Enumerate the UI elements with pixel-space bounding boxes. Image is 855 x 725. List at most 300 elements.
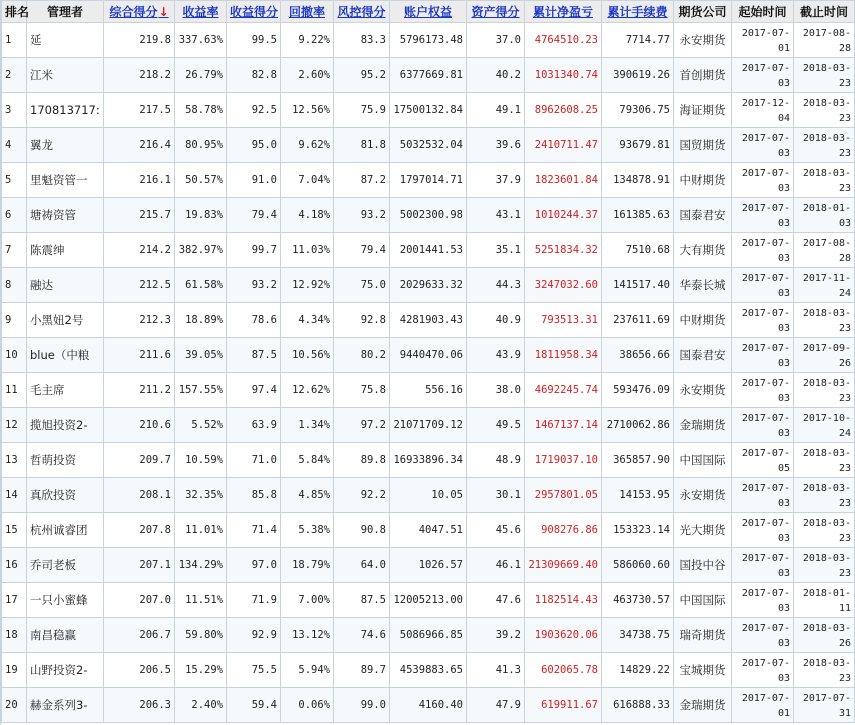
table-row: [2, 443, 855, 478]
table-cell-return-score: 97.0: [227, 548, 281, 583]
table-cell-equity: 5002300.98: [390, 198, 467, 233]
table-cell-drawdown: 5.38%: [281, 513, 334, 548]
table-cell-net-profit: 1010244.37: [525, 198, 602, 233]
table-cell-broker: 国泰君安: [674, 198, 732, 233]
table-cell-start-time: 2017-07-03: [732, 408, 794, 443]
table-cell-asset-score: 49.5: [467, 408, 525, 443]
header-total-score-label: 综合得分: [109, 5, 158, 19]
table-row: [2, 233, 855, 268]
table-cell-equity: 556.16: [390, 373, 467, 408]
table-cell-manager: 一只小蜜蜂: [27, 583, 104, 618]
table-cell-return-rate: 26.79%: [175, 58, 227, 93]
table-cell-return-rate: 32.35%: [175, 478, 227, 513]
table-cell-fees: 79306.75: [602, 93, 674, 128]
table-cell-end-time: 2017-08-28: [794, 233, 855, 268]
table-cell-rank: 19: [2, 653, 27, 688]
table-cell-fees: 593476.09: [602, 373, 674, 408]
table-cell-return-score: 99.7: [227, 233, 281, 268]
table-cell-drawdown: 1.34%: [281, 408, 334, 443]
table-cell-end-time: 2018-03-23: [794, 163, 855, 198]
table-cell-rank: 11: [2, 373, 27, 408]
table-cell-net-profit: 602065.78: [525, 653, 602, 688]
table-cell-broker: 永安期货: [674, 478, 732, 513]
table-cell-equity: 4160.40: [390, 688, 467, 723]
table-row: [2, 58, 855, 93]
table-cell-asset-score: 43.9: [467, 338, 525, 373]
table-cell-fees: 390619.26: [602, 58, 674, 93]
table-cell-equity: 12005213.00: [390, 583, 467, 618]
table-cell-end-time: 2018-01-11: [794, 583, 855, 618]
table-row: [2, 23, 855, 58]
table-cell-total-score: 211.2: [104, 373, 175, 408]
table-cell-end-time: 2017-07-31: [794, 688, 855, 723]
table-cell-manager: 揽旭投资2-: [27, 408, 104, 443]
table-cell-broker: 中国国际: [674, 443, 732, 478]
table-cell-asset-score: 40.9: [467, 303, 525, 338]
table-cell-manager: 翼龙: [27, 128, 104, 163]
table-cell-total-score: 208.1: [104, 478, 175, 513]
table-row: [2, 688, 855, 723]
table-cell-return-score: 91.0: [227, 163, 281, 198]
table-cell-broker: 永安期货: [674, 373, 732, 408]
table-cell-rank: 4: [2, 128, 27, 163]
table-cell-risk-score: 95.2: [334, 58, 390, 93]
table-cell-risk-score: 83.3: [334, 23, 390, 58]
table-cell-total-score: 212.5: [104, 268, 175, 303]
table-cell-fees: 93679.81: [602, 128, 674, 163]
table-cell-fees: 153323.14: [602, 513, 674, 548]
table-cell-start-time: 2017-07-03: [732, 653, 794, 688]
table-cell-risk-score: 87.5: [334, 583, 390, 618]
table-cell-start-time: 2017-07-03: [732, 128, 794, 163]
table-cell-return-rate: 5.52%: [175, 408, 227, 443]
table-cell-return-score: 59.4: [227, 688, 281, 723]
table-cell-broker: 海证期货: [674, 93, 732, 128]
table-cell-risk-score: 81.8: [334, 128, 390, 163]
table-cell-risk-score: 87.2: [334, 163, 390, 198]
table-cell-return-score: 71.4: [227, 513, 281, 548]
table-cell-end-time: 2018-03-23: [794, 548, 855, 583]
table-cell-end-time: 2017-10-24: [794, 408, 855, 443]
table-cell-asset-score: 45.6: [467, 513, 525, 548]
table-cell-start-time: 2017-07-03: [732, 163, 794, 198]
table-cell-net-profit: 1031340.74: [525, 58, 602, 93]
table-cell-return-rate: 15.29%: [175, 653, 227, 688]
table-cell-return-rate: 337.63%: [175, 23, 227, 58]
table-cell-drawdown: 0.06%: [281, 688, 334, 723]
table-cell-equity: 4539883.65: [390, 653, 467, 688]
table-cell-total-score: 206.5: [104, 653, 175, 688]
arrow-down-icon: ↓: [158, 5, 169, 19]
table-cell-total-score: 216.1: [104, 163, 175, 198]
table-cell-start-time: 2017-07-03: [732, 58, 794, 93]
table-cell-return-rate: 2.40%: [175, 688, 227, 723]
table-cell-manager: blue（中粮: [27, 338, 104, 373]
table-cell-drawdown: 5.94%: [281, 653, 334, 688]
table-row: [2, 618, 855, 653]
table-cell-return-score: 87.5: [227, 338, 281, 373]
table-row: [2, 373, 855, 408]
table-cell-net-profit: 21309669.40: [525, 548, 602, 583]
table-cell-drawdown: 7.04%: [281, 163, 334, 198]
table-cell-drawdown: 12.56%: [281, 93, 334, 128]
table-cell-end-time: 2018-03-23: [794, 373, 855, 408]
table-cell-asset-score: 30.1: [467, 478, 525, 513]
table-cell-fees: 34738.75: [602, 618, 674, 653]
table-cell-net-profit: 5251834.32: [525, 233, 602, 268]
table-cell-drawdown: 7.00%: [281, 583, 334, 618]
table-cell-equity: 2001441.53: [390, 233, 467, 268]
table-cell-rank: 10: [2, 338, 27, 373]
table-cell-return-score: 99.5: [227, 23, 281, 58]
table-cell-return-rate: 10.59%: [175, 443, 227, 478]
table-cell-risk-score: 89.8: [334, 443, 390, 478]
table-cell-fees: 365857.90: [602, 443, 674, 478]
table-cell-total-score: 211.6: [104, 338, 175, 373]
table-cell-equity: 21071709.12: [390, 408, 467, 443]
table-cell-manager: 融达: [27, 268, 104, 303]
table-cell-net-profit: 1719037.10: [525, 443, 602, 478]
header-manager: 管理者: [27, 1, 104, 23]
table-cell-fees: 161385.63: [602, 198, 674, 233]
header-risk-score[interactable]: 风控得分: [334, 1, 390, 23]
table-cell-end-time: 2017-08-28: [794, 23, 855, 58]
table-cell-net-profit: 8962608.25: [525, 93, 602, 128]
table-cell-total-score: 218.2: [104, 58, 175, 93]
table-cell-broker: 国贸期货: [674, 128, 732, 163]
table-cell-return-score: 93.2: [227, 268, 281, 303]
table-cell-equity: 17500132.84: [390, 93, 467, 128]
table-cell-fees: 14829.22: [602, 653, 674, 688]
header-return-score[interactable]: 收益得分: [227, 1, 281, 23]
table-cell-broker: 金瑞期货: [674, 688, 732, 723]
table-cell-net-profit: 1823601.84: [525, 163, 602, 198]
table-cell-manager: 真欣投资: [27, 478, 104, 513]
table-cell-return-rate: 19.83%: [175, 198, 227, 233]
table-cell-return-score: 71.9: [227, 583, 281, 618]
table-cell-risk-score: 92.8: [334, 303, 390, 338]
table-cell-manager: 170813717:: [27, 93, 104, 128]
table-cell-equity: 9440470.06: [390, 338, 467, 373]
table-cell-end-time: 2017-09-26: [794, 338, 855, 373]
header-fees[interactable]: 累计手续费: [602, 1, 674, 23]
table-cell-broker: 中财期货: [674, 163, 732, 198]
table-cell-manager: 乔司老板: [27, 548, 104, 583]
table-cell-manager: 陈震绅: [27, 233, 104, 268]
table-row: [2, 408, 855, 443]
table-cell-net-profit: 1903620.06: [525, 618, 602, 653]
table-cell-total-score: 206.7: [104, 618, 175, 653]
table-cell-drawdown: 12.92%: [281, 268, 334, 303]
table-cell-end-time: 2017-11-24: [794, 268, 855, 303]
table-cell-net-profit: 4764510.23: [525, 23, 602, 58]
table-cell-asset-score: 39.2: [467, 618, 525, 653]
table-cell-start-time: 2017-07-01: [732, 23, 794, 58]
table-cell-rank: 5: [2, 163, 27, 198]
table-cell-manager: 南昌稳赢: [27, 618, 104, 653]
table-cell-start-time: 2017-07-05: [732, 443, 794, 478]
table-cell-end-time: 2018-03-23: [794, 653, 855, 688]
table-cell-risk-score: 99.0: [334, 688, 390, 723]
table-cell-manager: 山野投资2-: [27, 653, 104, 688]
table-cell-net-profit: 908276.86: [525, 513, 602, 548]
table-cell-fees: 586060.60: [602, 548, 674, 583]
table-cell-manager: 小黑妞2号: [27, 303, 104, 338]
table-cell-equity: 5796173.48: [390, 23, 467, 58]
header-net-profit[interactable]: 累计净盈亏: [525, 1, 602, 23]
table-cell-drawdown: 12.62%: [281, 373, 334, 408]
table-cell-broker: 华泰长城: [674, 268, 732, 303]
table-cell-risk-score: 64.0: [334, 548, 390, 583]
table-cell-asset-score: 37.0: [467, 23, 525, 58]
table-cell-total-score: 217.5: [104, 93, 175, 128]
table-cell-total-score: 210.6: [104, 408, 175, 443]
table-cell-asset-score: 46.1: [467, 548, 525, 583]
table-cell-rank: 18: [2, 618, 27, 653]
table-cell-start-time: 2017-07-03: [732, 198, 794, 233]
table-cell-return-score: 85.8: [227, 478, 281, 513]
header-drawdown[interactable]: 回撤率: [281, 1, 334, 23]
table-cell-fees: 463730.57: [602, 583, 674, 618]
table-cell-risk-score: 90.8: [334, 513, 390, 548]
table-cell-total-score: 215.7: [104, 198, 175, 233]
table-cell-return-score: 92.5: [227, 93, 281, 128]
table-cell-broker: 国泰君安: [674, 338, 732, 373]
table-row: [2, 268, 855, 303]
table-cell-drawdown: 11.03%: [281, 233, 334, 268]
table-row: [2, 653, 855, 688]
table-cell-net-profit: 1811958.34: [525, 338, 602, 373]
table-cell-fees: 2710062.86: [602, 408, 674, 443]
table-cell-manager: 延: [27, 23, 104, 58]
table-cell-total-score: 209.7: [104, 443, 175, 478]
table-cell-broker: 中财期货: [674, 303, 732, 338]
table-cell-rank: 9: [2, 303, 27, 338]
table-cell-drawdown: 13.12%: [281, 618, 334, 653]
table-cell-return-rate: 134.29%: [175, 548, 227, 583]
table-cell-return-score: 92.9: [227, 618, 281, 653]
table-row: [2, 478, 855, 513]
table-cell-net-profit: 3247032.60: [525, 268, 602, 303]
table-cell-equity: 4047.51: [390, 513, 467, 548]
table-cell-start-time: 2017-12-04: [732, 93, 794, 128]
table-cell-end-time: 2018-03-26: [794, 618, 855, 653]
table-cell-broker: 金瑞期货: [674, 408, 732, 443]
table-cell-rank: 12: [2, 408, 27, 443]
table-cell-end-time: 2018-03-23: [794, 58, 855, 93]
table-cell-equity: 16933896.34: [390, 443, 467, 478]
table-cell-risk-score: 79.4: [334, 233, 390, 268]
header-asset-score[interactable]: 资产得分: [467, 1, 525, 23]
table-cell-return-score: 95.0: [227, 128, 281, 163]
table-cell-net-profit: 1182514.43: [525, 583, 602, 618]
table-cell-rank: 17: [2, 583, 27, 618]
table-cell-fees: 237611.69: [602, 303, 674, 338]
table-cell-broker: 中国国际: [674, 583, 732, 618]
table-cell-asset-score: 48.9: [467, 443, 525, 478]
table-cell-return-rate: 39.05%: [175, 338, 227, 373]
table-cell-return-rate: 157.55%: [175, 373, 227, 408]
table-cell-net-profit: 4692245.74: [525, 373, 602, 408]
table-cell-asset-score: 35.1: [467, 233, 525, 268]
table-cell-drawdown: 5.84%: [281, 443, 334, 478]
table-cell-risk-score: 89.7: [334, 653, 390, 688]
table-cell-start-time: 2017-07-03: [732, 583, 794, 618]
table-cell-total-score: 206.3: [104, 688, 175, 723]
table-cell-rank: 6: [2, 198, 27, 233]
table-cell-fees: 14153.95: [602, 478, 674, 513]
table-cell-manager: 里魁资管一: [27, 163, 104, 198]
header-broker: 期货公司: [674, 1, 732, 23]
header-total-score[interactable]: [104, 1, 175, 23]
table-cell-risk-score: 80.2: [334, 338, 390, 373]
table-cell-return-score: 71.0: [227, 443, 281, 478]
table-cell-fees: 616888.33: [602, 688, 674, 723]
table-cell-asset-score: 39.6: [467, 128, 525, 163]
table-cell-fees: 7510.68: [602, 233, 674, 268]
table-cell-start-time: 2017-07-03: [732, 513, 794, 548]
table-cell-asset-score: 41.3: [467, 653, 525, 688]
table-cell-equity: 4281903.43: [390, 303, 467, 338]
table-cell-risk-score: 75.8: [334, 373, 390, 408]
table-cell-start-time: 2017-07-01: [732, 688, 794, 723]
table-cell-total-score: 216.4: [104, 128, 175, 163]
table-cell-risk-score: 74.6: [334, 618, 390, 653]
table-cell-return-score: 75.5: [227, 653, 281, 688]
table-cell-return-score: 82.8: [227, 58, 281, 93]
table-cell-start-time: 2017-07-03: [732, 478, 794, 513]
table-cell-broker: 瑞奇期货: [674, 618, 732, 653]
table-cell-total-score: 207.8: [104, 513, 175, 548]
table-cell-total-score: 212.3: [104, 303, 175, 338]
table-cell-drawdown: 4.34%: [281, 303, 334, 338]
table-cell-equity: 2029633.32: [390, 268, 467, 303]
table-cell-total-score: 214.2: [104, 233, 175, 268]
table-cell-broker: 大有期货: [674, 233, 732, 268]
table-cell-return-rate: 50.57%: [175, 163, 227, 198]
table-cell-end-time: 2018-03-23: [794, 443, 855, 478]
table-cell-rank: 7: [2, 233, 27, 268]
header-equity[interactable]: 账户权益: [390, 1, 467, 23]
table-cell-fees: 134878.91: [602, 163, 674, 198]
table-cell-fees: 7714.77: [602, 23, 674, 58]
table-cell-rank: 13: [2, 443, 27, 478]
table-cell-manager: 哲萌投资: [27, 443, 104, 478]
table-cell-end-time: 2018-03-23: [794, 93, 855, 128]
header-return-rate[interactable]: 收益率: [175, 1, 227, 23]
table-body: [2, 23, 855, 723]
table-row: [2, 198, 855, 233]
table-cell-rank: 15: [2, 513, 27, 548]
table-cell-manager: 塘祷资管: [27, 198, 104, 233]
table-cell-manager: 杭州诚睿团: [27, 513, 104, 548]
table-cell-net-profit: 793513.31: [525, 303, 602, 338]
table-cell-rank: 20: [2, 688, 27, 723]
table-cell-risk-score: 75.9: [334, 93, 390, 128]
table-cell-equity: 1026.57: [390, 548, 467, 583]
table-cell-net-profit: 619911.67: [525, 688, 602, 723]
table-cell-net-profit: 2410711.47: [525, 128, 602, 163]
table-cell-asset-score: 38.0: [467, 373, 525, 408]
table-cell-net-profit: 2957801.05: [525, 478, 602, 513]
table-cell-end-time: 2018-03-23: [794, 478, 855, 513]
table-cell-return-rate: 11.51%: [175, 583, 227, 618]
table-cell-drawdown: 10.56%: [281, 338, 334, 373]
table-cell-asset-score: 44.3: [467, 268, 525, 303]
table-cell-start-time: 2017-07-03: [732, 618, 794, 653]
table-cell-asset-score: 43.1: [467, 198, 525, 233]
table-row: [2, 163, 855, 198]
table-header-row: [2, 1, 855, 23]
table-cell-rank: 14: [2, 478, 27, 513]
table-row: [2, 303, 855, 338]
table-cell-rank: 3: [2, 93, 27, 128]
table-cell-asset-score: 37.9: [467, 163, 525, 198]
table-row: [2, 513, 855, 548]
table-cell-drawdown: 4.18%: [281, 198, 334, 233]
table-cell-asset-score: 40.2: [467, 58, 525, 93]
table-cell-equity: 5032532.04: [390, 128, 467, 163]
table-cell-start-time: 2017-07-03: [732, 373, 794, 408]
table-cell-start-time: 2017-07-03: [732, 338, 794, 373]
table-cell-drawdown: 9.62%: [281, 128, 334, 163]
table-cell-drawdown: 9.22%: [281, 23, 334, 58]
table-cell-return-rate: 11.01%: [175, 513, 227, 548]
table-cell-asset-score: 47.6: [467, 583, 525, 618]
table-cell-return-score: 79.4: [227, 198, 281, 233]
ranking-table: [1, 0, 855, 723]
table-cell-end-time: 2018-03-23: [794, 128, 855, 163]
table-cell-risk-score: 92.2: [334, 478, 390, 513]
table-cell-drawdown: 2.60%: [281, 58, 334, 93]
header-end-time: 截止时间: [794, 1, 855, 23]
table-cell-return-rate: 59.80%: [175, 618, 227, 653]
table-cell-equity: 1797014.71: [390, 163, 467, 198]
table-cell-equity: 6377669.81: [390, 58, 467, 93]
table-cell-return-rate: 80.95%: [175, 128, 227, 163]
table-cell-start-time: 2017-07-03: [732, 268, 794, 303]
table-cell-total-score: 207.1: [104, 548, 175, 583]
header-start-time: 起始时间: [732, 1, 794, 23]
table-cell-return-rate: 58.78%: [175, 93, 227, 128]
table-cell-drawdown: 4.85%: [281, 478, 334, 513]
table-cell-total-score: 207.0: [104, 583, 175, 618]
table-row: [2, 338, 855, 373]
table-cell-broker: 首创期货: [674, 58, 732, 93]
table-cell-rank: 8: [2, 268, 27, 303]
table-cell-equity: 10.05: [390, 478, 467, 513]
table-cell-return-score: 78.6: [227, 303, 281, 338]
table-cell-start-time: 2017-07-03: [732, 303, 794, 338]
table-cell-risk-score: 97.2: [334, 408, 390, 443]
table-cell-equity: 5086966.85: [390, 618, 467, 653]
table-cell-return-rate: 18.89%: [175, 303, 227, 338]
table-cell-return-rate: 382.97%: [175, 233, 227, 268]
table-cell-manager: 江米: [27, 58, 104, 93]
table-cell-broker: 光大期货: [674, 513, 732, 548]
table-cell-total-score: 219.8: [104, 23, 175, 58]
table-cell-asset-score: 47.9: [467, 688, 525, 723]
table-row: [2, 128, 855, 163]
table-cell-fees: 141517.40: [602, 268, 674, 303]
table-cell-rank: 16: [2, 548, 27, 583]
header-rank: 排名: [2, 1, 27, 23]
table-cell-return-rate: 61.58%: [175, 268, 227, 303]
table-cell-start-time: 2017-07-03: [732, 233, 794, 268]
table-row: [2, 583, 855, 618]
table-cell-end-time: 2018-01-03: [794, 198, 855, 233]
table-cell-return-score: 97.4: [227, 373, 281, 408]
